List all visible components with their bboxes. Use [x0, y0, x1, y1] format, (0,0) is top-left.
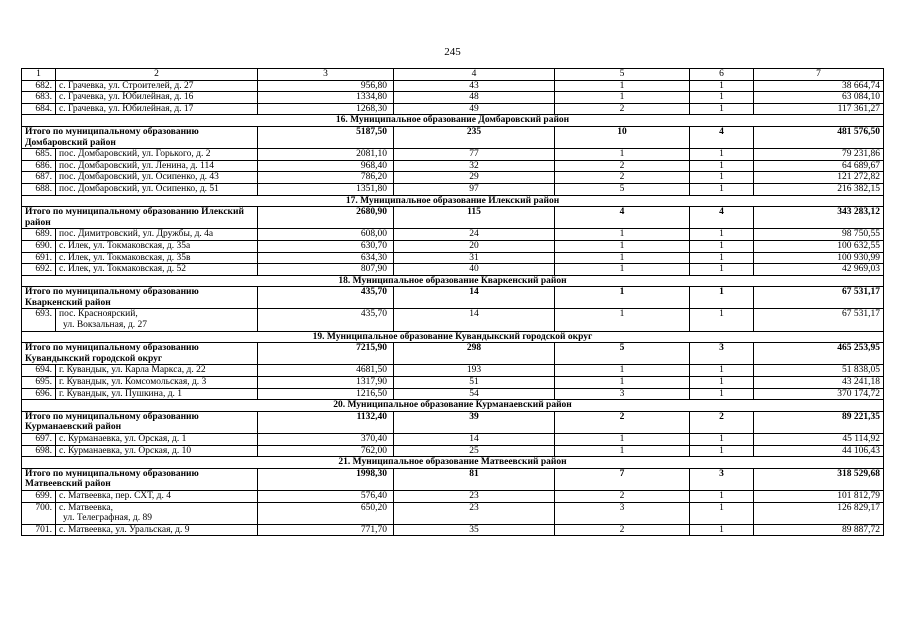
residents-value: 97 [394, 183, 555, 195]
area-value: 1216,50 [258, 388, 394, 400]
address-cell: с. Илек, ул. Токмаковская, д. 35в [56, 252, 258, 264]
count2-value: 1 [690, 502, 754, 524]
table-row [22, 377, 884, 389]
section-row [22, 400, 884, 412]
residents-value: 23 [394, 502, 555, 524]
area-value: 4681,50 [258, 365, 394, 377]
count2-value: 1 [690, 103, 754, 115]
count-value: 1 [555, 240, 690, 252]
total-row [22, 411, 884, 433]
table-row [22, 229, 884, 241]
section-row [22, 275, 884, 287]
table-row [22, 92, 884, 104]
residents-value: 235 [394, 126, 555, 148]
count2-value: 1 [690, 229, 754, 241]
count2-value: 1 [690, 490, 754, 502]
residents-value: 23 [394, 490, 555, 502]
cost-value: 38 664,74 [754, 80, 884, 92]
table-row [22, 309, 884, 331]
row-number: 696. [22, 388, 56, 400]
table-row [22, 365, 884, 377]
count2-value: 1 [690, 183, 754, 195]
cost-value: 64 689,67 [754, 160, 884, 172]
residents-value: 81 [394, 468, 555, 490]
address-cell: пос. Домбаровский, ул. Ленина, д. 114 [56, 160, 258, 172]
total-row [22, 126, 884, 148]
area-value: 771,70 [258, 524, 394, 536]
count2-value: 1 [690, 365, 754, 377]
section-row [22, 115, 884, 127]
column-header: 3 [258, 69, 394, 81]
area-value: 370,40 [258, 434, 394, 446]
count2-value: 1 [690, 92, 754, 104]
address-cell: пос. Домбаровский, ул. Горького, д. 2 [56, 149, 258, 161]
total-name: Итого по муниципальному образованию Матвеевский район [22, 468, 258, 490]
cost-value: 370 174,72 [754, 388, 884, 400]
address-cell: г. Кувандык, ул. Пушкина, д. 1 [56, 388, 258, 400]
table-row [22, 252, 884, 264]
residents-value: 14 [394, 434, 555, 446]
count-value: 2 [555, 103, 690, 115]
address-cell: пос. Домбаровский, ул. Осипенко, д. 43 [56, 172, 258, 184]
count2-value: 1 [690, 287, 754, 309]
count-value: 1 [555, 287, 690, 309]
count2-value: 1 [690, 309, 754, 331]
total-name: Итого по муниципальному образованию Кувандыкский городской округ [22, 343, 258, 365]
cost-value: 63 084,10 [754, 92, 884, 104]
residents-value: 49 [394, 103, 555, 115]
area-value: 2081,10 [258, 149, 394, 161]
residents-value: 298 [394, 343, 555, 365]
residents-value: 32 [394, 160, 555, 172]
count2-value: 1 [690, 252, 754, 264]
residents-value: 40 [394, 264, 555, 276]
row-number: 684. [22, 103, 56, 115]
count-value: 5 [555, 183, 690, 195]
area-value: 2680,90 [258, 207, 394, 229]
area-value: 435,70 [258, 287, 394, 309]
address-cell: с. Матвеевка, пер. СХТ, д. 4 [56, 490, 258, 502]
count2-value: 2 [690, 411, 754, 433]
row-number: 693. [22, 309, 56, 331]
table-row [22, 264, 884, 276]
cost-value: 89 887,72 [754, 524, 884, 536]
residents-value: 51 [394, 377, 555, 389]
area-value: 576,40 [258, 490, 394, 502]
row-number: 701. [22, 524, 56, 536]
count-value: 7 [555, 468, 690, 490]
section-title: 20. Муниципальное образование Курманаевский район [22, 400, 884, 412]
residents-value: 24 [394, 229, 555, 241]
address-cell: с. Илек, ул. Токмаковская, д. 35а [56, 240, 258, 252]
count-value: 3 [555, 502, 690, 524]
address-cell: с. Курманаевка, ул. Орская, д. 1 [56, 434, 258, 446]
count2-value: 1 [690, 172, 754, 184]
area-value: 762,00 [258, 445, 394, 457]
section-title: 16. Муниципальное образование Домбаровский район [22, 115, 884, 127]
cost-value: 100 930,99 [754, 252, 884, 264]
count-value: 5 [555, 343, 690, 365]
cost-value: 216 382,15 [754, 183, 884, 195]
cost-value: 481 576,50 [754, 126, 884, 148]
cost-value: 67 531,17 [754, 309, 884, 331]
column-header: 4 [394, 69, 555, 81]
count2-value: 1 [690, 524, 754, 536]
column-header: 7 [754, 69, 884, 81]
count2-value: 1 [690, 240, 754, 252]
row-number: 686. [22, 160, 56, 172]
cost-value: 44 106,43 [754, 445, 884, 457]
count-value: 1 [555, 92, 690, 104]
count-value: 4 [555, 207, 690, 229]
area-value: 608,00 [258, 229, 394, 241]
row-number: 692. [22, 264, 56, 276]
cost-value: 126 829,17 [754, 502, 884, 524]
count2-value: 1 [690, 80, 754, 92]
area-value: 1998,30 [258, 468, 394, 490]
count2-value: 3 [690, 468, 754, 490]
residents-value: 35 [394, 524, 555, 536]
total-row [22, 343, 884, 365]
cost-value: 343 283,12 [754, 207, 884, 229]
row-number: 694. [22, 365, 56, 377]
row-number: 685. [22, 149, 56, 161]
row-number: 690. [22, 240, 56, 252]
count-value: 2 [555, 411, 690, 433]
cost-value: 67 531,17 [754, 287, 884, 309]
count-value: 1 [555, 80, 690, 92]
cost-value: 121 272,82 [754, 172, 884, 184]
count-value: 2 [555, 172, 690, 184]
count-value: 10 [555, 126, 690, 148]
housing-table [21, 68, 884, 536]
area-value: 1268,30 [258, 103, 394, 115]
table-row [22, 103, 884, 115]
page-number: 245 [444, 46, 461, 58]
area-value: 786,20 [258, 172, 394, 184]
total-name: Итого по муниципальному образованию Кваркенский район [22, 287, 258, 309]
section-row [22, 457, 884, 469]
column-header: 5 [555, 69, 690, 81]
address-cell: с. Грачевка, ул. Строителей, д. 27 [56, 80, 258, 92]
table-row [22, 524, 884, 536]
address-cell: пос. Димитровский, ул. Дружбы, д. 4а [56, 229, 258, 241]
count2-value: 1 [690, 434, 754, 446]
table-row [22, 434, 884, 446]
table-row [22, 388, 884, 400]
count-value: 1 [555, 229, 690, 241]
table-header [22, 69, 884, 81]
count-value: 3 [555, 388, 690, 400]
area-value: 1132,40 [258, 411, 394, 433]
area-value: 1351,80 [258, 183, 394, 195]
address-line-2: ул. Вокзальная, д. 27 [63, 320, 148, 331]
count-value: 2 [555, 160, 690, 172]
cost-value: 42 969,03 [754, 264, 884, 276]
address-cell [56, 309, 258, 331]
count2-value: 1 [690, 388, 754, 400]
column-header: 6 [690, 69, 754, 81]
cost-value: 98 750,55 [754, 229, 884, 241]
cost-value: 465 253,95 [754, 343, 884, 365]
cost-value: 318 529,68 [754, 468, 884, 490]
residents-value: 25 [394, 445, 555, 457]
area-value: 7215,90 [258, 343, 394, 365]
area-value: 956,80 [258, 80, 394, 92]
table-row [22, 80, 884, 92]
count-value: 2 [555, 490, 690, 502]
column-header: 2 [56, 69, 258, 81]
address-cell: пос. Домбаровский, ул. Осипенко, д. 51 [56, 183, 258, 195]
count-value: 1 [555, 434, 690, 446]
residents-value: 20 [394, 240, 555, 252]
cost-value: 101 812,79 [754, 490, 884, 502]
address-cell: г. Кувандык, ул. Карла Маркса, д. 22 [56, 365, 258, 377]
column-header: 1 [22, 69, 56, 81]
table-row [22, 445, 884, 457]
count2-value: 1 [690, 445, 754, 457]
cost-value: 51 838,05 [754, 365, 884, 377]
area-value: 634,30 [258, 252, 394, 264]
address-cell: с. Курманаевка, ул. Орская, д. 10 [56, 445, 258, 457]
area-value: 807,90 [258, 264, 394, 276]
residents-value: 77 [394, 149, 555, 161]
address-cell: с. Матвеевка, ул. Уральская, д. 9 [56, 524, 258, 536]
table-row [22, 502, 884, 524]
total-name: Итого по муниципальному образованию Курманаевский район [22, 411, 258, 433]
address-line-2: ул. Телеграфная, д. 89 [63, 513, 152, 524]
residents-value: 115 [394, 207, 555, 229]
row-number: 695. [22, 377, 56, 389]
residents-value: 39 [394, 411, 555, 433]
area-value: 1334,80 [258, 92, 394, 104]
count-value: 2 [555, 524, 690, 536]
count2-value: 3 [690, 343, 754, 365]
cost-value: 117 361,27 [754, 103, 884, 115]
area-value: 1317,90 [258, 377, 394, 389]
section-title: 18. Муниципальное образование Кваркенский район [22, 275, 884, 287]
address-cell: с. Грачевка, ул. Юбилейная, д. 17 [56, 103, 258, 115]
count2-value: 1 [690, 160, 754, 172]
table-row [22, 160, 884, 172]
section-row [22, 331, 884, 343]
cost-value: 100 632,55 [754, 240, 884, 252]
row-number: 700. [22, 502, 56, 524]
row-number: 698. [22, 445, 56, 457]
residents-value: 54 [394, 388, 555, 400]
area-value: 630,70 [258, 240, 394, 252]
count-value: 1 [555, 445, 690, 457]
row-number: 687. [22, 172, 56, 184]
count2-value: 4 [690, 126, 754, 148]
count-value: 1 [555, 365, 690, 377]
count2-value: 1 [690, 264, 754, 276]
address-line-1: пос. Красноярский, [59, 309, 138, 320]
section-row [22, 195, 884, 207]
residents-value: 31 [394, 252, 555, 264]
count2-value: 4 [690, 207, 754, 229]
address-line-1: с. Матвеевка, [59, 502, 113, 513]
count-value: 1 [555, 252, 690, 264]
residents-value: 29 [394, 172, 555, 184]
row-number: 682. [22, 80, 56, 92]
row-number: 683. [22, 92, 56, 104]
count-value: 1 [555, 309, 690, 331]
address-cell: с. Грачевка, ул. Юбилейная, д. 16 [56, 92, 258, 104]
total-row [22, 287, 884, 309]
row-number: 691. [22, 252, 56, 264]
total-name: Итого по муниципальному образованию Илекский район [22, 207, 258, 229]
address-cell: г. Кувандык, ул. Комсомольская, д. 3 [56, 377, 258, 389]
count2-value: 1 [690, 149, 754, 161]
total-row [22, 468, 884, 490]
table-row [22, 490, 884, 502]
row-number: 688. [22, 183, 56, 195]
area-value: 968,40 [258, 160, 394, 172]
cost-value: 79 231,86 [754, 149, 884, 161]
count-value: 1 [555, 377, 690, 389]
area-value: 435,70 [258, 309, 394, 331]
cost-value: 45 114,92 [754, 434, 884, 446]
row-number: 697. [22, 434, 56, 446]
count-value: 1 [555, 149, 690, 161]
count-value: 1 [555, 264, 690, 276]
residents-value: 43 [394, 80, 555, 92]
table-row [22, 240, 884, 252]
address-cell: с. Илек, ул. Токмаковская, д. 52 [56, 264, 258, 276]
section-title: 19. Муниципальное образование Кувандыкский городской округ [22, 331, 884, 343]
count2-value: 1 [690, 377, 754, 389]
table-row [22, 149, 884, 161]
residents-value: 14 [394, 309, 555, 331]
area-value: 650,20 [258, 502, 394, 524]
address-cell [56, 502, 258, 524]
cost-value: 89 221,35 [754, 411, 884, 433]
row-number: 689. [22, 229, 56, 241]
table-row [22, 183, 884, 195]
total-name: Итого по муниципальному образованию Домбаровский район [22, 126, 258, 148]
cost-value: 43 241,18 [754, 377, 884, 389]
residents-value: 193 [394, 365, 555, 377]
total-row [22, 207, 884, 229]
table-row [22, 172, 884, 184]
residents-value: 14 [394, 287, 555, 309]
area-value: 5187,50 [258, 126, 394, 148]
section-title: 17. Муниципальное образование Илекский район [22, 195, 884, 207]
section-title: 21. Муниципальное образование Матвеевский район [22, 457, 884, 469]
residents-value: 48 [394, 92, 555, 104]
row-number: 699. [22, 490, 56, 502]
